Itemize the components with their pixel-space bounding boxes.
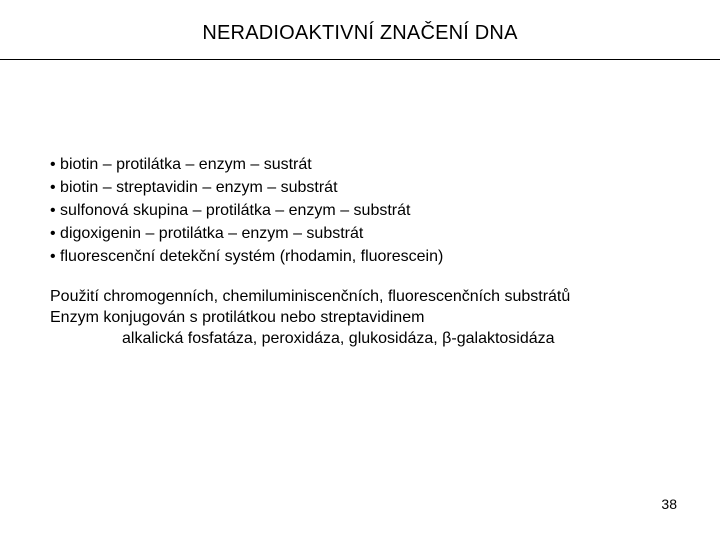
note-line: Enzym konjugován s protilátkou nebo streptavidinem	[50, 309, 425, 326]
list-item: • fluorescenční detekční systém (rhodamin, fluorescein)	[50, 248, 444, 265]
list-item: • digoxigenin – protilátka – enzym – substrát	[50, 225, 364, 242]
bullet-list	[50, 153, 443, 268]
note-line: Použití chromogenních, chemiluminiscenčních, fluorescenčních substrátů	[50, 288, 571, 305]
title-divider	[0, 59, 720, 60]
list-item: • biotin – protilátka – enzym – sustrát	[50, 156, 312, 173]
list-item: • sulfonová skupina – protilátka – enzym – substrát	[50, 202, 411, 219]
page-number: 38	[661, 496, 677, 512]
note-line-indented: alkalická fosfatáza, peroxidáza, glukosidáza, β-galaktosidáza	[122, 330, 555, 347]
notes-block	[50, 286, 570, 349]
list-item: • biotin – streptavidin – enzym – substrát	[50, 179, 338, 196]
slide-title: NERADIOAKTIVNÍ ZNAČENÍ DNA	[202, 22, 518, 44]
